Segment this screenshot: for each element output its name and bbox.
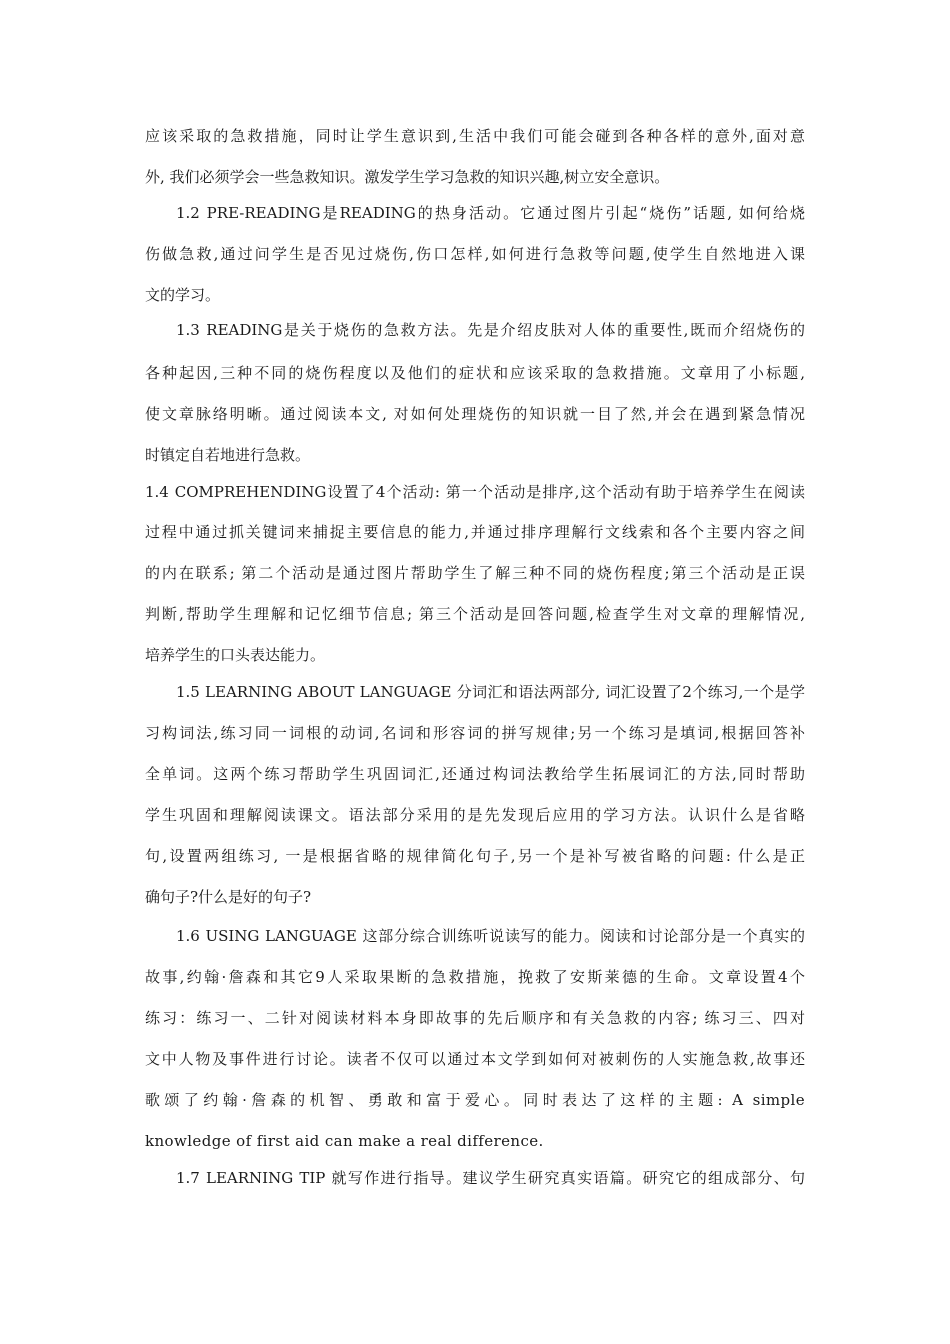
paragraph-line: 的内在联系; 第二个活动是通过图片帮助学生了解三种不同的烧伤程度;第三个活动是正误 (145, 564, 805, 582)
paragraph-line: 外, 我们必须学会一些急救知识。激发学生学习急救的知识兴趣,树立安全意识。 (145, 168, 670, 186)
paragraph-line: 句,设置两组练习, 一是根据省略的规律简化句子,另一个是补写被省略的问题: 什么是正 (145, 847, 805, 865)
paragraph-line: 伤做急救,通过问学生是否见过烧伤,伤口怎样,如何进行急救等问题,使学生自然地进入课 (145, 245, 805, 263)
paragraph-line: 1.5 LEARNING ABOUT LANGUAGE 分词汇和语法两部分, 词汇设置了2个练习,一个是学 (176, 683, 805, 701)
paragraph-line: 全单词。这两个练习帮助学生巩固词汇,还通过构词法教给学生拓展词汇的方法,同时帮助 (145, 765, 805, 783)
paragraph-line: 1.2 PRE-READING是READING的热身活动。它通过图片引起“烧伤”话题, 如何给烧 (176, 204, 805, 222)
paragraph-line: 故事,约翰·詹森和其它9人采取果断的急救措施，挽救了安斯莱德的生命。文章设置4个 (145, 968, 805, 986)
paragraph-line: 时镇定自若地进行急救。 (145, 446, 311, 464)
paragraph-line: 过程中通过抓关键词来捕捉主要信息的能力,并通过排序理解行文线索和各个主要内容之间 (145, 523, 805, 541)
paragraph-line: 1.4 COMPREHENDING设置了4个活动: 第一个活动是排序,这个活动有助于培养学生在阅读 (145, 483, 805, 501)
paragraph-line: 使文章脉络明晰。通过阅读本文, 对如何处理烧伤的知识就一目了然,并会在遇到紧急情况 (145, 405, 805, 423)
paragraph-line: 歌颂了约翰·詹森的机智、勇敢和富于爱心。同时表达了这样的主题: A simple (145, 1091, 805, 1109)
paragraph-line: 学生巩固和理解阅读课文。语法部分采用的是先发现后应用的学习方法。认识什么是省略 (145, 806, 805, 824)
paragraph-line: 1.6 USING LANGUAGE 这部分综合训练听说读写的能力。阅读和讨论部分是一个真实的 (176, 927, 805, 945)
paragraph-line: 各种起因,三种不同的烧伤程度以及他们的症状和应该采取的急救措施。文章用了小标题, (145, 364, 805, 382)
paragraph-line: 判断,帮助学生理解和记忆细节信息; 第三个活动是回答问题,检查学生对文章的理解情况, (145, 605, 805, 623)
paragraph-line: 文中人物及事件进行讨论。读者不仅可以通过本文学到如何对被刺伤的人实施急救,故事还 (145, 1050, 805, 1068)
paragraph-line: 应该采取的急救措施，同时让学生意识到,生活中我们可能会碰到各种各样的意外,面对意 (145, 127, 805, 145)
paragraph-line: 培养学生的口头表达能力。 (145, 646, 326, 664)
paragraph-line: 1.7 LEARNING TIP 就写作进行指导。建议学生研究真实语篇。研究它的组成部分、句 (176, 1169, 805, 1187)
paragraph-line: 练习：练习一、二针对阅读材料本身即故事的先后顺序和有关急救的内容; 练习三、四对 (145, 1009, 805, 1027)
paragraph-line: 习构词法,练习同一词根的动词,名词和形容词的拼写规律;另一个练习是填词,根据回答补 (145, 724, 805, 742)
paragraph-line: 文的学习。 (145, 286, 221, 304)
paragraph-line: 确句子?什么是好的句子? (145, 888, 312, 906)
paragraph-line: 1.3 READING是关于烧伤的急救方法。先是介绍皮肤对人体的重要性,既而介绍烧伤的 (176, 321, 805, 339)
paragraph-line: knowledge of first aid can make a real difference. (145, 1132, 544, 1150)
